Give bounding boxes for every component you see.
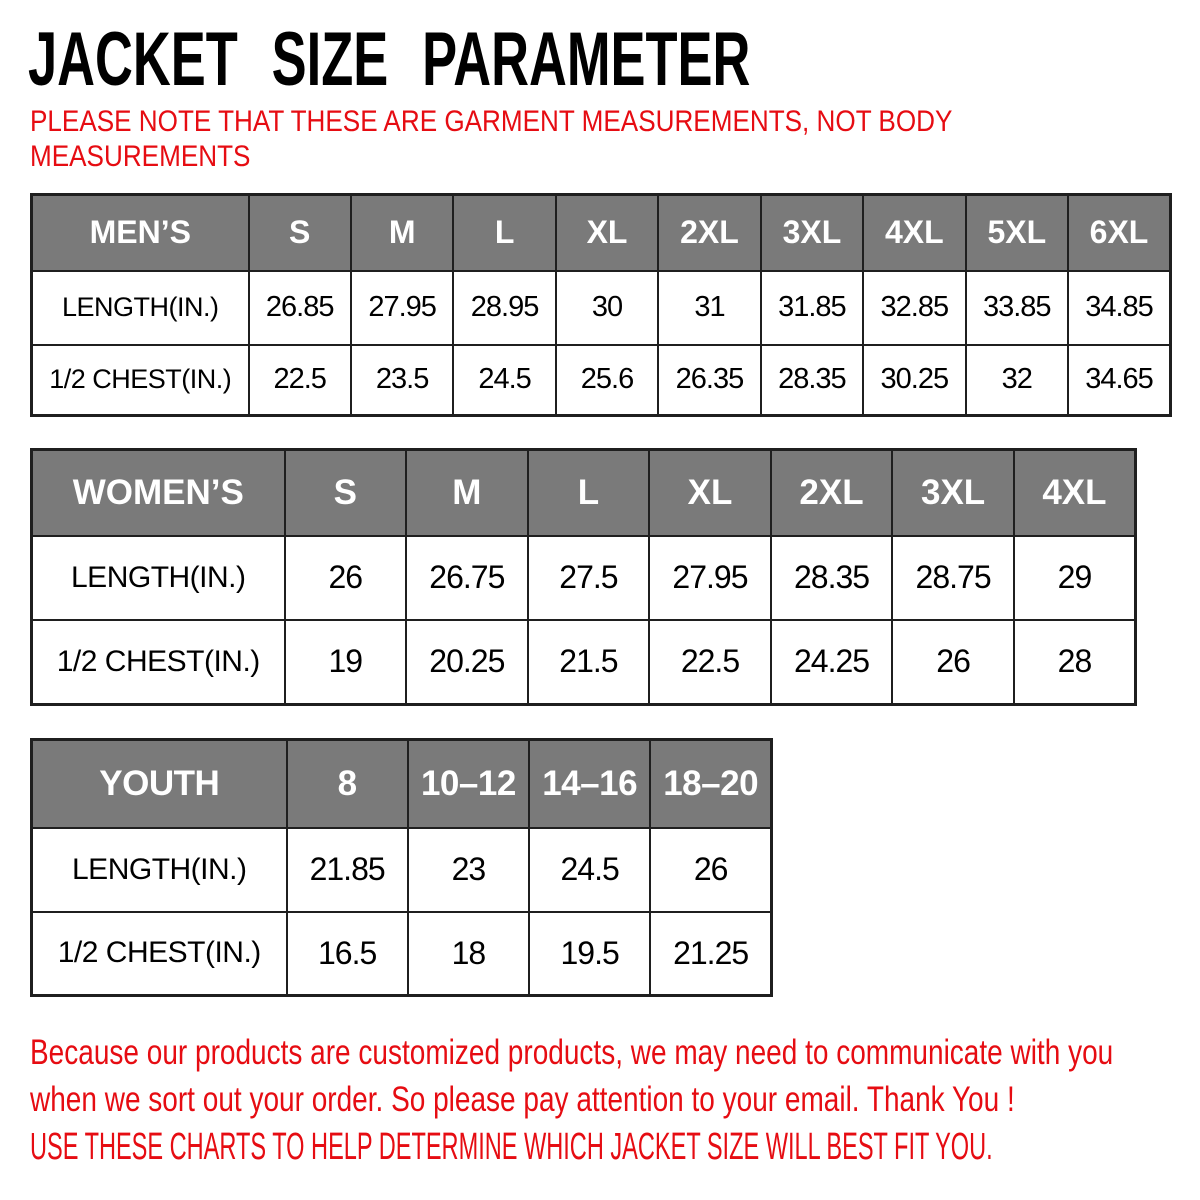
value-cell: 27.95: [351, 271, 453, 345]
mens-chest-row: [32, 345, 1171, 416]
row-label: 1/2 CHEST(IN.): [32, 620, 285, 705]
womens-size-3xl: 3XL: [892, 450, 1014, 536]
mens-size-xl: XL: [556, 195, 658, 271]
value-cell: 21.5: [528, 620, 650, 705]
mens-header-row: [32, 195, 1171, 271]
womens-size-table: [30, 448, 1137, 706]
mens-size-3xl: 3XL: [761, 195, 863, 271]
value-cell: 31.85: [761, 271, 863, 345]
womens-size-s: S: [285, 450, 407, 536]
value-cell: 32.85: [863, 271, 965, 345]
row-label: LENGTH(IN.): [32, 271, 249, 345]
womens-chest-row: [32, 620, 1136, 705]
page-title: JACKET SIZE PARAMETER: [28, 17, 751, 102]
row-label: 1/2 CHEST(IN.): [32, 345, 249, 416]
youth-chest-row: [32, 912, 772, 996]
value-cell: 24.25: [771, 620, 893, 705]
womens-size-2xl: 2XL: [771, 450, 893, 536]
youth-table-title: YOUTH: [32, 740, 287, 828]
row-label: LENGTH(IN.): [32, 536, 285, 620]
row-label: 1/2 CHEST(IN.): [32, 912, 287, 996]
youth-size-14-16: 14–16: [529, 740, 650, 828]
mens-table-title: MEN’S: [32, 195, 249, 271]
value-cell: 19: [285, 620, 407, 705]
mens-size-4xl: 4XL: [863, 195, 965, 271]
value-cell: 20.25: [406, 620, 528, 705]
womens-size-l: L: [528, 450, 650, 536]
mens-size-s: S: [249, 195, 351, 271]
value-cell: 26: [285, 536, 407, 620]
youth-size-8: 8: [287, 740, 408, 828]
value-cell: 27.95: [649, 536, 771, 620]
value-cell: 30.25: [863, 345, 965, 416]
value-cell: 28.75: [892, 536, 1014, 620]
value-cell: 26.35: [658, 345, 760, 416]
fit-advice-line: USE THESE CHARTS TO HELP DETERMINE WHICH JACKET SIZE WILL BEST FIT YOU.: [30, 1126, 993, 1168]
value-cell: 26: [892, 620, 1014, 705]
value-cell: 21.85: [287, 828, 408, 912]
value-cell: 31: [658, 271, 760, 345]
womens-size-m: M: [406, 450, 528, 536]
note-line-1: PLEASE NOTE THAT THESE ARE GARMENT MEASUREMENTS, NOT BODY: [30, 105, 953, 138]
youth-header-row: [32, 740, 772, 828]
value-cell: 34.65: [1068, 345, 1171, 416]
value-cell: 25.6: [556, 345, 658, 416]
footer-line-1: Because our products are customized products, we may need to communicate with you: [30, 1033, 1114, 1072]
value-cell: 23.5: [351, 345, 453, 416]
value-cell: 21.25: [650, 912, 771, 996]
value-cell: 28: [1014, 620, 1136, 705]
mens-size-5xl: 5XL: [966, 195, 1068, 271]
value-cell: 16.5: [287, 912, 408, 996]
youth-size-10-12: 10–12: [408, 740, 529, 828]
value-cell: 18: [408, 912, 529, 996]
value-cell: 22.5: [249, 345, 351, 416]
value-cell: 28.35: [761, 345, 863, 416]
mens-size-2xl: 2XL: [658, 195, 760, 271]
womens-length-row: [32, 536, 1136, 620]
mens-length-row: [32, 271, 1171, 345]
value-cell: 34.85: [1068, 271, 1171, 345]
value-cell: 26.85: [249, 271, 351, 345]
womens-table-title: WOMEN’S: [32, 450, 285, 536]
customization-notice: [30, 1029, 1200, 1123]
value-cell: 28.35: [771, 536, 893, 620]
value-cell: 19.5: [529, 912, 650, 996]
mens-size-l: L: [453, 195, 555, 271]
value-cell: 24.5: [529, 828, 650, 912]
youth-size-18-20: 18–20: [650, 740, 771, 828]
mens-size-6xl: 6XL: [1068, 195, 1171, 271]
value-cell: 23: [408, 828, 529, 912]
youth-size-table: [30, 738, 773, 997]
value-cell: 26.75: [406, 536, 528, 620]
womens-size-xl: XL: [649, 450, 771, 536]
garment-measurement-note: [30, 104, 1090, 174]
value-cell: 26: [650, 828, 771, 912]
footer-line-2: when we sort out your order. So please pay attention to your email. Thank You !: [30, 1080, 1015, 1119]
value-cell: 29: [1014, 536, 1136, 620]
mens-size-m: M: [351, 195, 453, 271]
value-cell: 24.5: [453, 345, 555, 416]
value-cell: 27.5: [528, 536, 650, 620]
value-cell: 28.95: [453, 271, 555, 345]
womens-size-4xl: 4XL: [1014, 450, 1136, 536]
womens-header-row: [32, 450, 1136, 536]
value-cell: 30: [556, 271, 658, 345]
row-label: LENGTH(IN.): [32, 828, 287, 912]
value-cell: 32: [966, 345, 1068, 416]
youth-length-row: [32, 828, 772, 912]
value-cell: 22.5: [649, 620, 771, 705]
note-line-2: MEASUREMENTS: [30, 140, 251, 173]
mens-size-table: [30, 193, 1172, 417]
value-cell: 33.85: [966, 271, 1068, 345]
